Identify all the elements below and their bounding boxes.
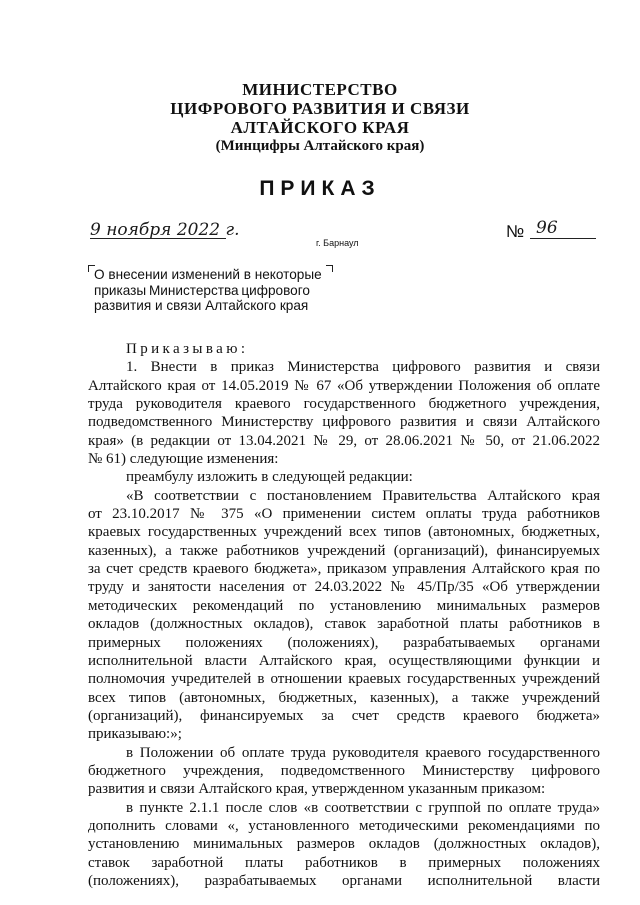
handwritten-number: 96 [536, 218, 558, 238]
subject-line: приказы Министерства цифрового [94, 282, 310, 298]
body-line: подведомственного Министерству цифрового развития и связи Алтайского [88, 414, 600, 431]
body-line: развития и связи Алтайского края, утвержденном указанным приказом: [88, 781, 546, 798]
ministry-name-line-2: ЦИФРОВОГО РАЗВИТИЯ И СВЯЗИ [170, 99, 470, 118]
ministry-short-name: (Минцифры Алтайского края) [215, 138, 425, 154]
body-line: примерных положениях (положениях), разрабатываемых органами [88, 634, 600, 651]
body-line: ставок заработной платы работников в примерных положениях [88, 854, 600, 871]
body-line: приказываю:»; [88, 726, 182, 743]
body-line: Приказываю: [126, 341, 249, 357]
body-line: казенных), а также работников учреждений (организаций), финансируемых [88, 542, 600, 559]
body-line: окладов (должностных окладов), ставок заработной платы работников в [88, 616, 600, 633]
body-line: всех типов (автономных, бюджетных, казенных), а также учреждений [88, 689, 600, 706]
subject-block [94, 267, 322, 314]
body-line: установлению минимальных размеров окладов (должностных окладов), [88, 836, 600, 853]
body-line: исполнительной власти Алтайского края, осуществляющими функции и [88, 652, 600, 669]
date-underline [90, 238, 226, 239]
ministry-name-line-3: АЛТАЙСКОГО КРАЯ [230, 118, 410, 137]
body-line: Алтайского края от 14.05.2019 № 67 «Об утверждении Положения об оплате [88, 377, 600, 394]
body-line: полномочия учредителей в отношении краевых государственных учреждений [88, 671, 600, 688]
body-line: от 23.10.2017 № 375 «О применении систем оплаты труда работников [88, 506, 600, 523]
ministry-name-line-1: МИНИСТЕРСТВО [242, 80, 398, 99]
handwritten-date: 9 ноября 2022 г. [90, 220, 240, 240]
number-label: № [506, 222, 525, 241]
body-line: 1. Внести в приказ Министерства цифрового развития и связи [126, 359, 600, 376]
body-line: труду и занятости населения от 24.03.2022 № 45/Пр/35 «Об утверждении [88, 579, 600, 596]
city-name: г. Барнаул [316, 238, 359, 248]
body-line: (положениях), разрабатываемых органами исполнительной власти [88, 872, 600, 889]
body-line: в Положении об оплате труда руководителя краевого государственного [126, 744, 600, 761]
body-line: края» (в редакции от 13.04.2021 № 29, от 28.06.2021 № 50, от 21.06.2022 [88, 432, 600, 449]
body-line: преамбулу изложить в следующей редакции: [126, 469, 413, 486]
body-line: краевых государственных учреждений всех типов (автономных, бюджетных, [88, 524, 600, 541]
body-line: «В соответствии с постановлением Правительства Алтайского края [126, 487, 600, 504]
body-line: труда руководителя краевого государственного бюджетного учреждения, [88, 396, 600, 413]
body-line: бюджетного учреждения, подведомственного Министерству цифрового [88, 762, 600, 779]
body-line: методических рекомендаций по установлению минимальных размеров [88, 597, 600, 614]
document-type-title: ПРИКАЗ [259, 177, 381, 200]
body-line: дополнить словами «, установленного методическими рекомендациями по [88, 817, 600, 834]
number-underline [530, 238, 596, 239]
body-line: (организаций), финансируемых за счет средств краевого бюджета» [88, 707, 600, 724]
subject-line: О внесении изменений в некоторые [94, 267, 322, 282]
body-line: в пункте 2.1.1 после слов «в соответствии с группой по оплате труда» [126, 799, 600, 816]
document-body [88, 340, 600, 890]
subject-bracket-right [326, 265, 333, 272]
body-line: за счет средств краевого бюджета», приказом управления Алтайского края по [88, 561, 600, 578]
subject-line: развития и связи Алтайского края [94, 298, 309, 313]
body-line: № 61) следующие изменения: [88, 451, 279, 468]
